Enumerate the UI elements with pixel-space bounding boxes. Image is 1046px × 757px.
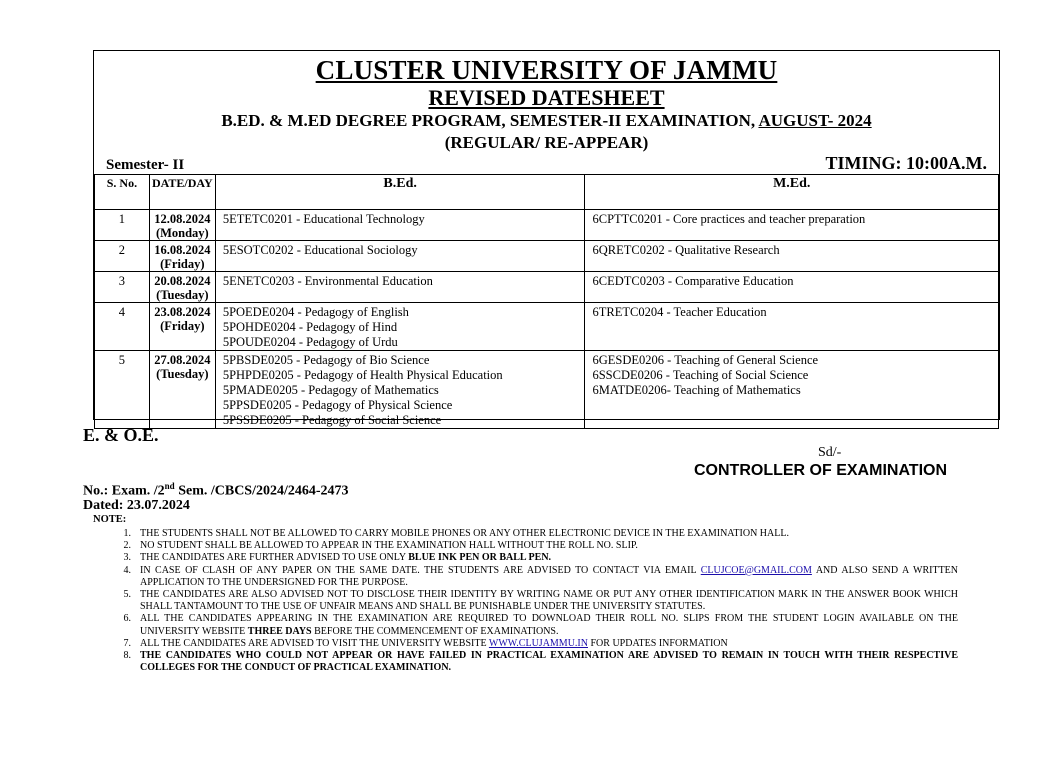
row-date <box>149 351 215 429</box>
note-item: 2. NO STUDENT SHALL BE ALLOWED TO APPEAR IN THE EXAMINATION HALL WITHOUT THE ROLL NO. SLIP. <box>123 540 638 552</box>
med-paper: 6CPTTC0201 - Core practices and teacher preparation <box>592 212 866 226</box>
date-value: 23.08.2024 <box>154 305 211 319</box>
day-value: (Monday) <box>155 226 209 240</box>
datesheet-frame <box>93 50 1000 427</box>
day-value: (Friday) <box>160 257 205 271</box>
controller-title: CONTROLLER OF EXAMINATION <box>694 462 948 479</box>
dated-line: Dated: 23.07.2024 <box>83 498 190 513</box>
ref-sup: nd <box>164 481 175 491</box>
email-link[interactable]: CLUJCOE@GMAIL.COM <box>700 564 812 576</box>
med-paper: 6MATDE0206- Teaching of Mathematics <box>592 383 801 397</box>
row-sno: 3 <box>95 272 150 303</box>
ref-prefix: No.: Exam. /2 <box>83 483 165 499</box>
bed-paper: 5POUDE0204 - Pedagogy of Urdu <box>222 335 398 349</box>
med-paper: 6GESDE0206 - Teaching of General Science <box>592 353 819 367</box>
note-text: THE CANDIDATES WHO COULD NOT APPEAR OR HAVE FAILED IN PRACTICAL EXAMINATION ARE ADVISED TO REMAIN IN TOUCH WITH THEIR RESPECTIVE COLLEGES FOR THE CONDUCT OF PRACTICAL EXAMINATION. <box>140 650 958 674</box>
row-date <box>149 210 215 241</box>
note-text: BEFORE THE COMMENCEMENT OF EXAMINATIONS. <box>311 625 559 637</box>
day-value: (Tuesday) <box>156 288 209 302</box>
table-header-row <box>95 175 999 210</box>
sheet-title: REVISED DATESHEET <box>428 85 665 110</box>
bed-paper: 5PSSDE0205 - Pedagogy of Social Science <box>222 413 442 427</box>
note-text: IN CASE OF CLASH OF ANY PAPER ON THE SAME DATE. THE STUDENTS ARE ADVISED TO CONTACT VIA EMAIL <box>140 564 701 576</box>
program-month: AUGUST- 2024 <box>758 111 872 130</box>
signature-mark: Sd/- <box>818 445 842 460</box>
row-bed <box>215 272 585 303</box>
row-sno: 4 <box>95 303 150 351</box>
day-value: (Tuesday) <box>156 367 209 381</box>
note-emphasis: THREE DAYS <box>247 625 312 637</box>
note-label: NOTE: <box>93 514 127 525</box>
bed-paper: 5POHDE0204 - Pedagogy of Hind <box>222 320 398 334</box>
bed-paper: 5POEDE0204 - Pedagogy of English <box>222 305 409 319</box>
row-date <box>149 272 215 303</box>
program-text: B.ED. & M.ED DEGREE PROGRAM, SEMESTER-II EXAMINATION, <box>221 111 759 130</box>
col-med: M.Ed. <box>585 175 999 210</box>
row-bed <box>215 303 585 351</box>
note-text: THE STUDENTS SHALL NOT BE ALLOWED TO CARRY MOBILE PHONES OR ANY OTHER ELECTRONIC DEVICE IN THE EXAMINATION HALL. <box>140 528 789 539</box>
col-bed: B.Ed. <box>215 175 585 210</box>
note-item: 7. ALL THE CANDIDATES ARE ADVISED TO VISIT THE UNIVERSITY WEBSITE WWW.CLUJAMMU.IN FOR UPDATES INFORMATION <box>123 637 728 649</box>
note-text: ALL THE CANDIDATES ARE ADVISED TO VISIT THE UNIVERSITY WEBSITE <box>140 637 489 649</box>
university-title: CLUSTER UNIVERSITY OF JAMMU <box>315 55 778 85</box>
col-sno: S. No. <box>95 175 150 210</box>
col-date: DATE/DAY <box>149 175 215 210</box>
row-sno: 2 <box>95 241 150 272</box>
note-text: THE CANDIDATES ARE FURTHER ADVISED TO USE ONLY <box>140 552 409 564</box>
notes-list <box>113 528 958 674</box>
med-paper: 6TRETC0204 - Teacher Education <box>592 305 767 319</box>
table-row <box>95 272 999 303</box>
category-title: (REGULAR/ RE-APPEAR) <box>444 133 649 152</box>
note-item: 6. ALL THE CANDIDATES APPEARING IN THE EXAMINATION ARE REQUIRED TO DOWNLOAD THEIR ROLL NO. SLIPS FROM THE STUDENT LOGIN AVAILABLE ON THE UNIVERSITY WEBSITE THREE DAYS BEFORE THE COMMENCEMENT OF EXAMINATIONS. <box>123 613 958 637</box>
day-value: (Friday) <box>160 319 205 333</box>
program-title <box>94 111 999 131</box>
bed-paper: 5ENETC0203 - Environmental Education <box>222 274 433 288</box>
row-med <box>585 351 999 429</box>
bed-paper: 5PPSDE0205 - Pedagogy of Physical Science <box>222 398 453 412</box>
note-text: FOR UPDATES INFORMATION <box>587 637 728 649</box>
row-med <box>585 210 999 241</box>
row-med <box>585 303 999 351</box>
med-paper: 6QRETC0202 - Qualitative Research <box>592 243 780 257</box>
datesheet-table <box>94 174 999 429</box>
semester-row <box>106 154 987 174</box>
row-bed <box>215 351 585 429</box>
date-value: 16.08.2024 <box>154 243 211 257</box>
website-link[interactable]: WWW.CLUJAMMU.IN <box>488 637 588 649</box>
ref-suffix: Sem. /CBCS/2024/2464-2473 <box>174 483 349 499</box>
timing-label: TIMING: 10:00A.M. <box>825 153 987 173</box>
eoe-label: E. & O.E. <box>83 425 159 445</box>
table-row <box>95 241 999 272</box>
table-row <box>95 303 999 351</box>
row-sno: 1 <box>95 210 150 241</box>
note-item: 4. IN CASE OF CLASH OF ANY PAPER ON THE SAME DATE. THE STUDENTS ARE ADVISED TO CONTACT VIA EMAIL CLUJCOE@GMAIL.COM AND ALSO SEND A WRITTEN APPLICATION TO THE UNDERSIGNED FOR THE PURPOSE. <box>123 564 959 588</box>
row-date <box>149 303 215 351</box>
table-row <box>95 210 999 241</box>
bed-paper: 5ETETC0201 - Educational Technology <box>222 212 425 226</box>
bed-paper: 5PBSDE0205 - Pedagogy of Bio Science <box>222 353 430 367</box>
bed-paper: 5PMADE0205 - Pedagogy of Mathematics <box>222 383 439 397</box>
row-sno: 5 <box>95 351 150 429</box>
bed-paper: 5PHPDE0205 - Pedagogy of Health Physical Education <box>222 368 503 382</box>
row-date <box>149 241 215 272</box>
note-item: 1. THE STUDENTS SHALL NOT BE ALLOWED TO CARRY MOBILE PHONES OR ANY OTHER ELECTRONIC DEVICE IN THE EXAMINATION HALL. <box>123 528 789 539</box>
note-item: 3. THE CANDIDATES ARE FURTHER ADVISED TO USE ONLY BLUE INK PEN OR BALL PEN. <box>123 552 552 564</box>
note-text: ALL THE CANDIDATES APPEARING IN THE EXAMINATION ARE REQUIRED TO DOWNLOAD THEIR ROLL NO. SLIPS FROM THE STUDENT LOGIN AVAILABLE ON THE UNIVERSITY WEBSITE <box>140 613 958 637</box>
row-bed <box>215 210 585 241</box>
note-text: NO STUDENT SHALL BE ALLOWED TO APPEAR IN THE EXAMINATION HALL WITHOUT THE ROLL NO. SLIP. <box>140 540 638 552</box>
table-row <box>95 351 999 429</box>
row-med <box>585 272 999 303</box>
date-value: 12.08.2024 <box>154 212 211 226</box>
row-med <box>585 241 999 272</box>
med-paper: 6SSCDE0206 - Teaching of Social Science <box>592 368 809 382</box>
date-value: 27.08.2024 <box>154 353 211 367</box>
bed-paper: 5ESOTC0202 - Educational Sociology <box>222 243 418 257</box>
semester-label: Semester- II <box>106 157 185 173</box>
row-bed <box>215 241 585 272</box>
note-text: AND ALSO SEND A WRITTEN APPLICATION TO THE UNDERSIGNED FOR THE PURPOSE. <box>140 564 959 588</box>
note-text: THE CANDIDATES ARE ALSO ADVISED NOT TO DISCLOSE THEIR IDENTITY BY WRITING NAME OR PUT ANY OTHER IDENTIFICATION MARK IN THE ANSWER BOOK WHICH SHALL TANTAMOUNT TO THE USE OF UNFAIR MEANS AND SHALL BE PUNISHABLE UNDER THE UNIVERSITY STATUTES. <box>140 589 958 613</box>
med-paper: 6CEDTC0203 - Comparative Education <box>592 274 794 288</box>
note-item: 5. THE CANDIDATES ARE ALSO ADVISED NOT TO DISCLOSE THEIR IDENTITY BY WRITING NAME OR PUT ANY OTHER IDENTIFICATION MARK IN THE ANSWER BOOK WHICH SHALL TANTAMOUNT TO THE USE OF UNFAIR MEANS AND SHALL BE PUNISHABLE UNDER THE UNIVERSITY STATUTES. <box>123 589 958 613</box>
note-item: 8. THE CANDIDATES WHO COULD NOT APPEAR OR HAVE FAILED IN PRACTICAL EXAMINATION ARE ADVISED TO REMAIN IN TOUCH WITH THEIR RESPECTIVE COLLEGES FOR THE CONDUCT OF PRACTICAL EXAMINATION. <box>123 650 958 674</box>
note-emphasis: BLUE INK PEN OR BALL PEN. <box>408 552 552 564</box>
date-value: 20.08.2024 <box>154 274 211 288</box>
reference-number <box>83 481 349 500</box>
